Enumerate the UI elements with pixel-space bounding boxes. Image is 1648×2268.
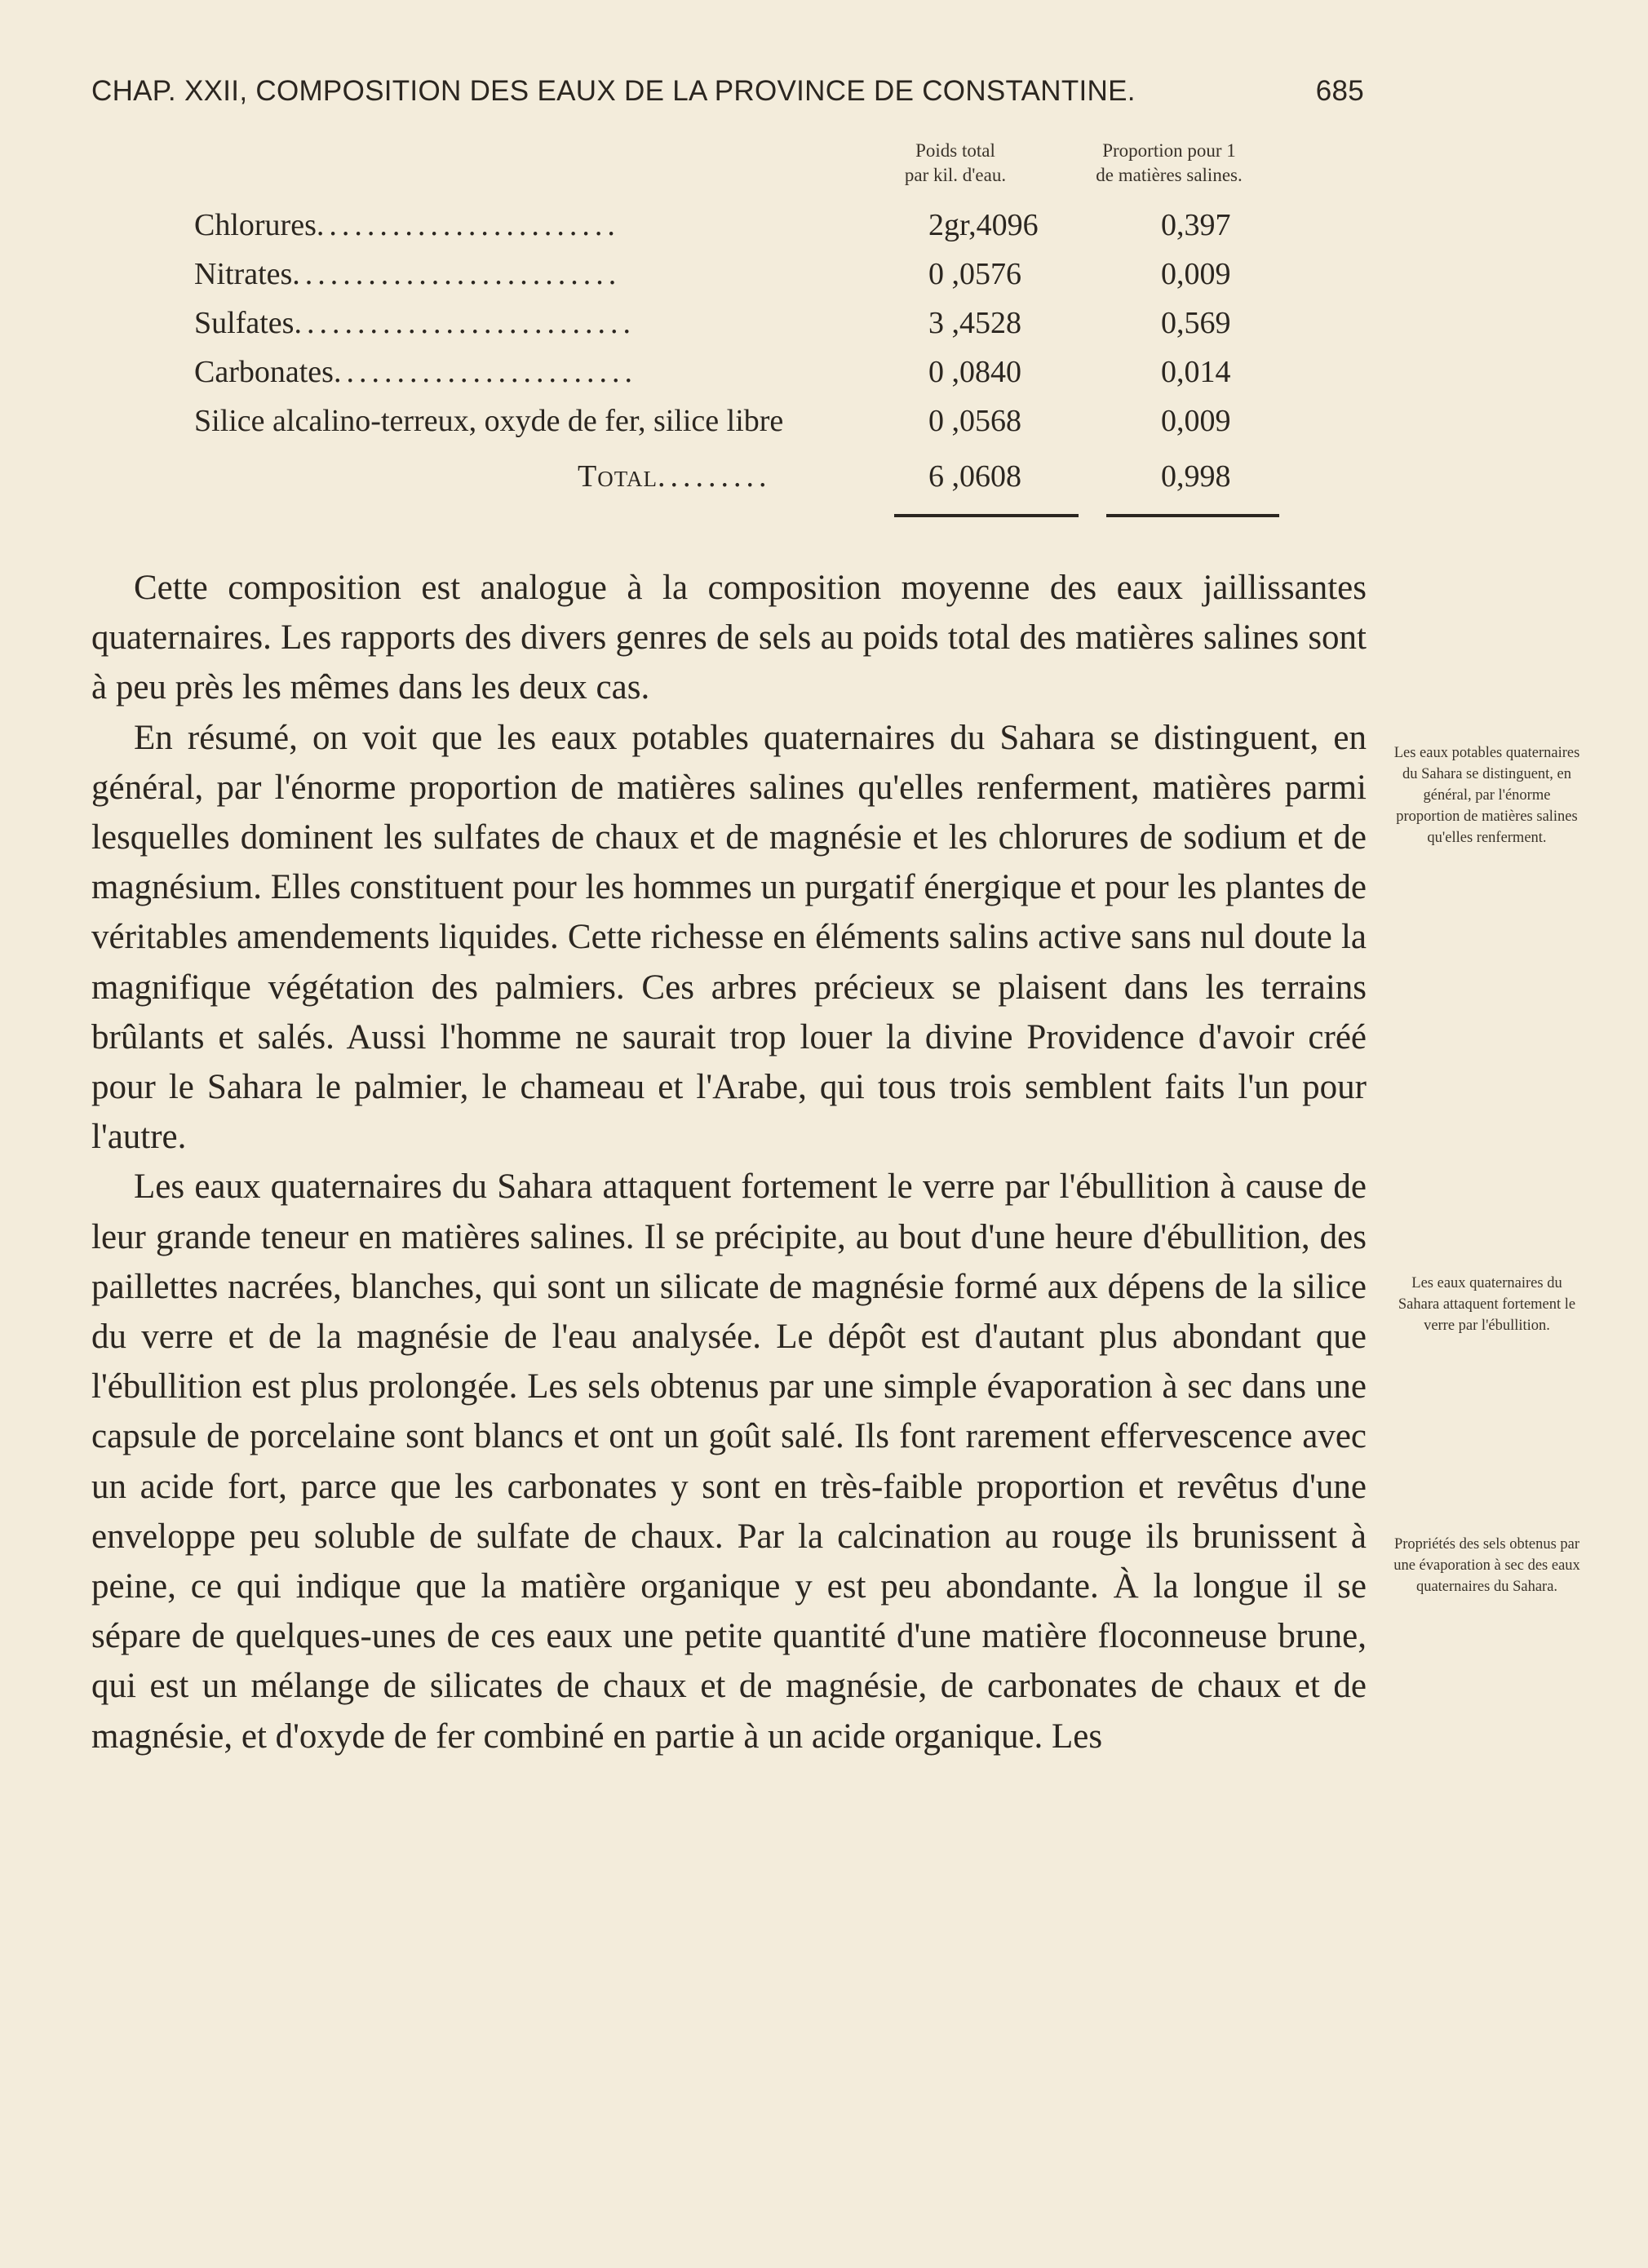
total-poids: 6 ,0608	[928, 459, 1021, 494]
row-label: Carbonates	[194, 355, 334, 389]
row-proportion: 0,009	[1161, 404, 1231, 438]
running-header	[91, 75, 1364, 108]
margin-note: Propriétés des sels obtenus par une évaporation à sec des eaux quaternaires du Sahara.	[1393, 1536, 1580, 1595]
row-poids: 0 ,0568	[928, 404, 1021, 438]
table-total-row	[194, 458, 1279, 499]
table-row	[194, 354, 1279, 395]
row-poids: 2gr,4096	[928, 208, 1039, 242]
row-label: Chlorures	[194, 208, 317, 242]
total-rule-poids	[894, 514, 1079, 517]
table-row	[194, 207, 1279, 248]
table-row	[194, 256, 1279, 297]
leader-dots: .........	[658, 459, 772, 494]
leader-dots: ........................	[316, 208, 620, 242]
row-label: Nitrates	[194, 257, 293, 291]
paragraph: Les eaux quaternaires du Sahara attaquent fortement le verre par l'ébullition à cause de leur grande teneur en matières salines. Il se précipite, au bout d'une heure d'ébullition, des paillettes nacrées, blanches, qui sont un silicate de magnésie formé aux dépens de la silice du verre et de la magnésie de l'eau analysée. Le dépôt est d'autant plus abondant que l'ébullition est plus prolongée. Les sels obtenus par une simple évaporation à sec dans une capsule de porcelaine sont blancs et ont un goût salé. Ils font rarement effervescence avec un acide fort, parce que les carbonates y sont en très-faible proportion et revêtus d'une enveloppe peu soluble de sulfate de chaux. Par la calcination au rouge ils brunissent à peine, ce qui indique que la matière organique y est peu abondante. À la longue il se sépare de quelques-unes de ces eaux une petite quantité d'une matière floconneuse brune, qui est un mélange de silicates de chaux et de magnésie, de carbonates de chaux et de magnésie, et d'oxyde de fer combiné en partie à un acide organique. Les	[91, 1167, 1367, 1756]
column-header-poids-line1: Poids total	[915, 140, 995, 161]
leader-dots: ...........................	[294, 306, 636, 340]
column-header-proportion-line2: de matières salines.	[1096, 165, 1243, 185]
row-poids: 0 ,0840	[928, 355, 1021, 389]
column-header-proportion-line1: Proportion pour 1	[1102, 140, 1236, 161]
row-proportion: 0,569	[1161, 306, 1231, 340]
margin-note: Les eaux quaternaires du Sahara attaquent fortement le verre par l'ébullition.	[1398, 1275, 1576, 1334]
row-label: Sulfates	[194, 306, 295, 340]
column-header-poids	[878, 139, 1033, 188]
leader-dots: ........................	[333, 355, 637, 389]
row-poids: 3 ,4528	[928, 306, 1021, 340]
margin-note: Les eaux potables quaternaires du Sahara se distinguent, en général, par l'énorme proportion de matières salines qu'elles renferment.	[1393, 745, 1580, 846]
paragraph: En résumé, on voit que les eaux potables quaternaires du Sahara se distinguent, en général, par l'énorme proportion de matières salines qu'elles renferment, matières parmi lesquelles dominent les sulfates de chaux et de magnésie et les chlorures de sodium et de magnésium. Elles constituent pour les hommes un purgatif énergique et pour les plantes de véritables amendements liquides. Cette richesse en éléments salins active sans nul doute la magnifique végétation des palmiers. Ces arbres précieux se plaisent dans les terrains brûlants et salés. Aussi l'homme ne saurait trop louer la divine Providence d'avoir créé pour le Sahara le palmier, le chameau et l'Arabe, qui tous trois semblent faits l'un pour l'autre.	[91, 718, 1367, 1157]
leader-dots: ..........................	[292, 257, 622, 291]
row-proportion: 0,014	[1161, 355, 1231, 389]
column-header-poids-line2: par kil. d'eau.	[904, 165, 1007, 185]
total-rule-proportion	[1106, 514, 1279, 517]
row-proportion: 0,009	[1161, 257, 1231, 291]
page-number: 685	[1315, 75, 1364, 107]
row-proportion: 0,397	[1161, 208, 1231, 242]
row-label: Silice alcalino-terreux, oxyde de fer, silice libre	[194, 404, 784, 438]
total-proportion: 0,998	[1161, 459, 1231, 494]
row-poids: 0 ,0576	[928, 257, 1021, 291]
paragraph: Cette composition est analogue à la composition moyenne des eaux jaillissantes quaternaires. Les rapports des divers genres de sels au poids total des matières salines sont à peu près les mêmes dans les deux cas.	[91, 569, 1367, 707]
table-row	[194, 305, 1279, 346]
total-label: Total	[578, 459, 658, 494]
header-title: CHAP. XXII, COMPOSITION DES EAUX DE LA PROVINCE DE CONSTANTINE.	[91, 75, 1136, 107]
table-row	[194, 403, 1279, 444]
body-text	[91, 563, 1367, 1761]
column-header-proportion	[1059, 139, 1279, 188]
